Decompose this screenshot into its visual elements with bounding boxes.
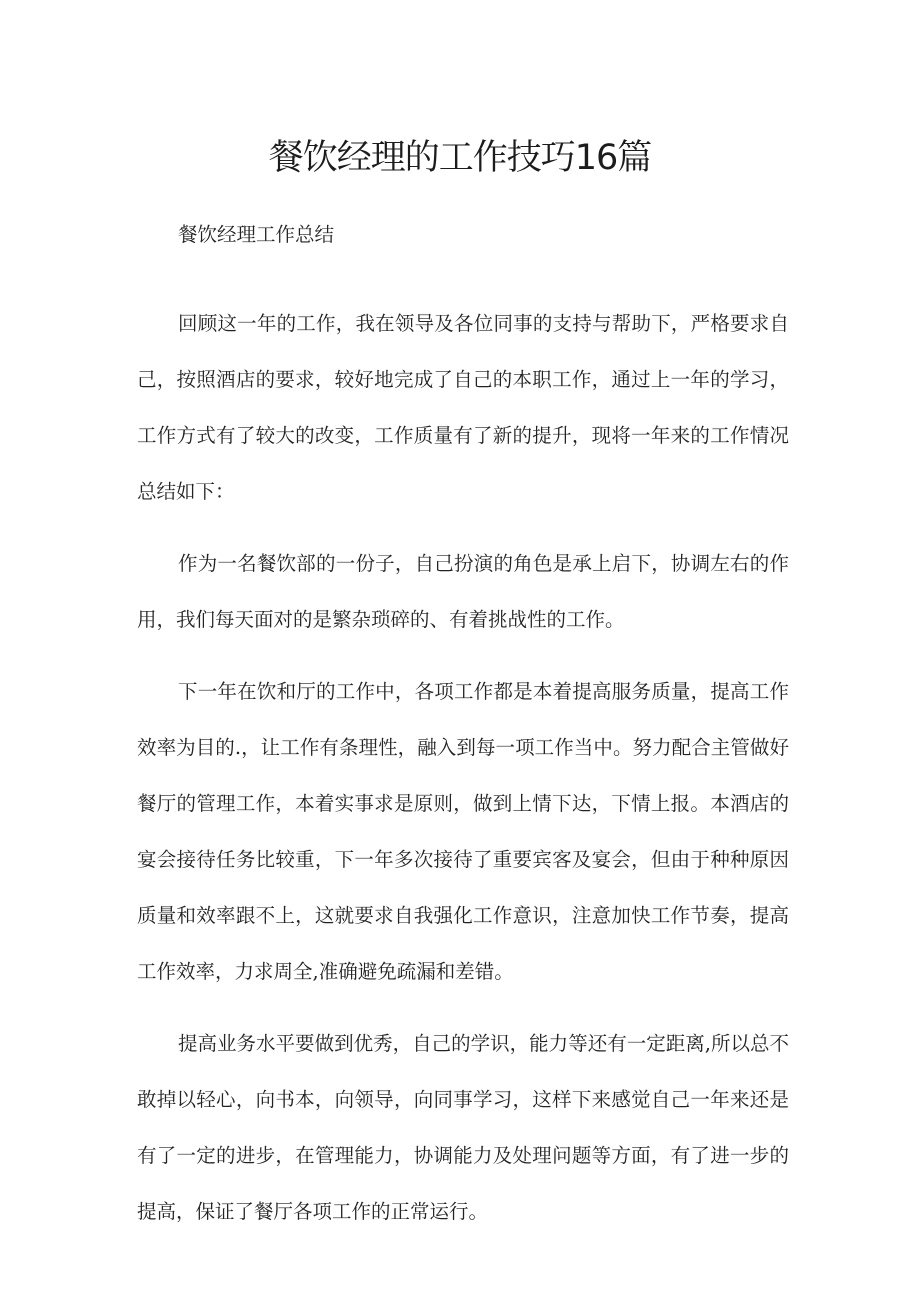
section-subtitle: 餐饮经理工作总结 — [178, 223, 335, 246]
spacer — [137, 1000, 789, 1016]
paragraph-2: 作为一名餐饮部的一份子，自己扮演的角色是承上启下，协调左右的作用，我们每天面对的是繁杂琐碎的、有着挑战性的工作。 — [137, 552, 789, 631]
document-body — [137, 216, 789, 1240]
document-title: 餐饮经理的工作技巧16篇 — [268, 138, 652, 178]
spacer — [137, 520, 789, 536]
spacer — [137, 648, 789, 664]
paragraph-4: 提高业务水平要做到优秀，自己的学识，能力等还有一定距离,所以总不敢掉以轻心，向书本，向领导，向同事学习，这样下来感觉自己一年来还是有了一定的进步，在管理能力，协调能力及处理问题等方面，有了进一步的提高，保证了餐厅各项工作的正常运行。 — [137, 1032, 789, 1223]
paragraph-1: 回顾这一年的工作，我在领导及各位同事的支持与帮助下，严格要求自己，按照酒店的要求，较好地完成了自己的本职工作，通过上一年的学习，工作方式有了较大的改变，工作质量有了新的提升，现将一年来的工作情况总结如下： — [137, 312, 789, 503]
spacer — [137, 254, 789, 296]
paragraph-3: 下一年在饮和厅的工作中，各项工作都是本着提高服务质量，提高工作效率为目的.，让工作有条理性，融入到每一项工作当中。努力配合主管做好餐厅的管理工作，本着实事求是原则，做到上情下达，下情上报。本酒店的宴会接待任务比较重，下一年多次接待了重要宾客及宴会，但由于种种原因质量和效率跟不上，这就要求自我强化工作意识，注意加快工作节奏，提高工作效率，力求周全,准确避免疏漏和差错。 — [137, 680, 789, 983]
